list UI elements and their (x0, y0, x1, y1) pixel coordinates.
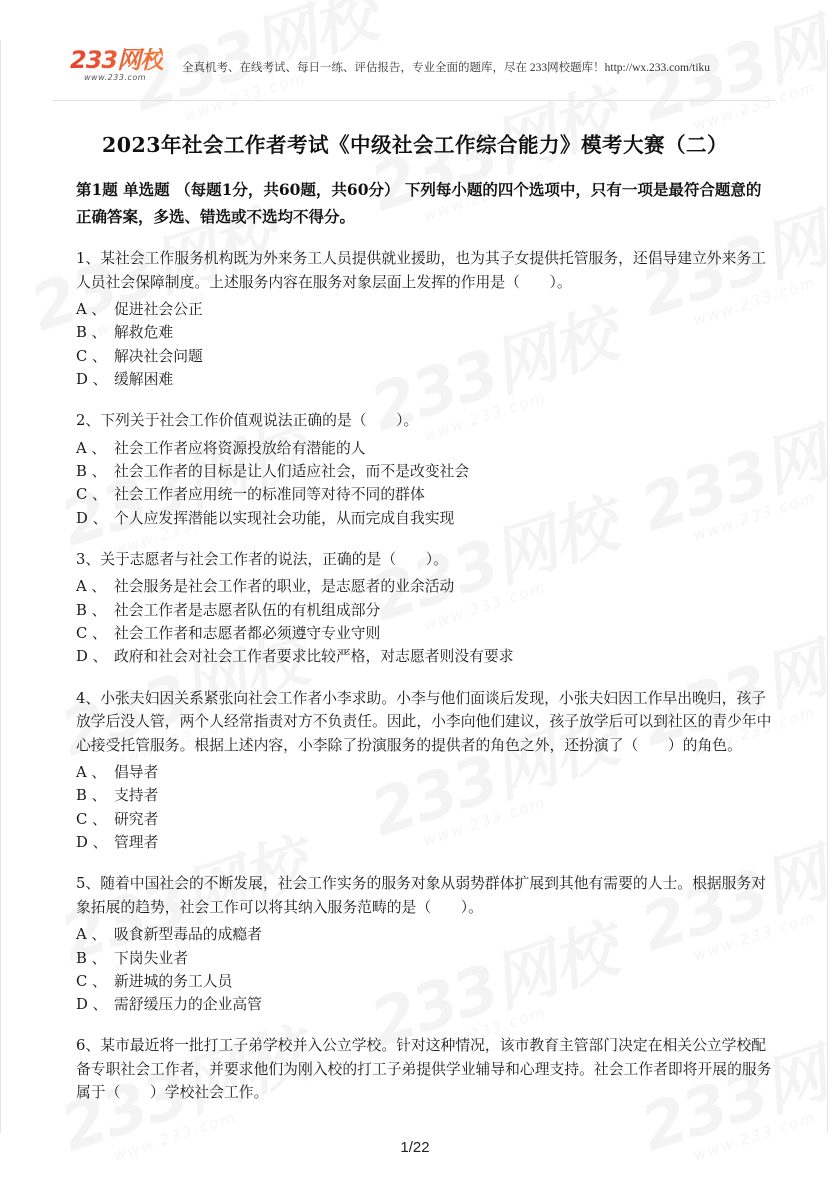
option-key: D 、 (76, 833, 108, 851)
logo-subtext: www.233.com (84, 73, 147, 82)
question-1 (76, 247, 776, 391)
option-key: B 、 (76, 601, 107, 619)
option-list (76, 575, 776, 668)
option-a (76, 923, 776, 946)
option-b (76, 947, 776, 970)
option-list (76, 923, 776, 1016)
option-text: 社会工作者的目标是让人们适应社会，而不是改变社会 (114, 462, 470, 480)
question-3 (76, 548, 776, 669)
option-key: C 、 (76, 972, 107, 990)
page-number: 1/22 (400, 1139, 430, 1156)
option-key: D 、 (76, 509, 108, 527)
option-c (76, 808, 776, 831)
option-b (76, 321, 776, 344)
option-c (76, 970, 776, 993)
option-text: 倡导者 (114, 764, 159, 782)
option-a (76, 575, 776, 598)
option-text: 支持者 (114, 787, 159, 805)
option-text: 解决社会问题 (114, 347, 203, 365)
option-text: 社会工作者和志愿者都必须遵守专业守则 (114, 624, 381, 642)
option-text: 社会工作者应将资源投放给有潜能的人 (114, 439, 366, 457)
option-text: 个人应发挥潜能以实现社会功能，从而完成自我实现 (114, 509, 455, 527)
option-key: A 、 (76, 764, 107, 782)
document-title: 2023年社会工作者考试《中级社会工作综合能力》模考大赛（二） (101, 133, 729, 157)
brand-logo (70, 48, 163, 82)
option-key: B 、 (76, 787, 107, 805)
option-text: 社会工作者应用统一的标准同等对待不同的群体 (114, 486, 425, 504)
option-d (76, 507, 776, 530)
option-text: 缓解困难 (114, 370, 174, 388)
question-4 (76, 687, 776, 855)
option-c (76, 622, 776, 645)
option-text: 促进社会公正 (114, 301, 203, 318)
option-text: 吸食新型毒品的成瘾者 (114, 926, 262, 944)
option-d (76, 993, 776, 1016)
option-list (76, 437, 776, 530)
option-list (76, 298, 776, 391)
option-key: D 、 (76, 996, 108, 1014)
option-a (76, 437, 776, 460)
option-text: 需舒缓压力的企业高管 (114, 996, 262, 1014)
option-c (76, 483, 776, 506)
question-6 (76, 1034, 776, 1105)
option-c (76, 345, 776, 368)
question-2 (76, 409, 776, 530)
option-text: 研究者 (114, 810, 159, 828)
option-key: A 、 (76, 926, 107, 944)
option-text: 解救危难 (114, 324, 174, 342)
option-text: 政府和社会对社会工作者要求比较严格，对志愿者则没有要求 (114, 648, 514, 666)
option-key: C 、 (76, 624, 107, 642)
option-d (76, 645, 776, 668)
question-stem: 1、某社会工作服务机构既为外来务工人员提供就业援助，也为其子女提供托管服务，还倡导建立外来务工人员社会保障制度。上述服务内容在服务对象层面上发挥的作用是（ ）。 (76, 250, 767, 291)
question-stem: 3、关于志愿者与社会工作者的说法，正确的是（ ）。 (76, 550, 448, 568)
option-list (76, 761, 776, 854)
option-key: C 、 (76, 810, 107, 828)
option-key: B 、 (76, 462, 107, 480)
header-slogan: 全真机考、在线考试、每日一练、评估报告，专业全面的题库，尽在 233网校题库！http://wx.233.com/tiku (182, 62, 711, 74)
option-key: B 、 (76, 324, 107, 342)
question-stem: 2、下列关于社会工作价值观说法正确的是（ ）。 (76, 412, 419, 430)
logo-text: 233网校 (70, 46, 164, 74)
option-text: 社会工作者是志愿者队伍的有机组成部分 (114, 601, 381, 619)
question-5 (76, 872, 776, 1016)
option-d (76, 831, 776, 854)
option-key: A 、 (76, 439, 107, 457)
document-body (76, 176, 776, 1123)
option-key: D 、 (76, 648, 108, 666)
section-intro: 第1题 单选题 （每题1分，共60题，共60分） 下列每小题的四个选项中，只有一项是最符合题意的正确答案，多选、错选或不选均不得分。 (76, 180, 762, 226)
option-key: C 、 (76, 486, 107, 504)
option-key: A 、 (76, 301, 107, 318)
header-divider (53, 100, 775, 101)
option-text: 管理者 (114, 833, 159, 851)
option-b (76, 784, 776, 807)
question-stem: 6、某市最近将一批打工子弟学校并入公立学校。针对这种情况，该市教育主管部门决定在相关公立学校配备专职社会工作者，并要求他们为刚入校的打工子弟提供学业辅导和心理支持。社会工作者即将开展的服务属于（ ）学校社会工作。 (76, 1037, 772, 1102)
option-key: C 、 (76, 347, 107, 365)
option-a (76, 761, 776, 784)
option-key: B 、 (76, 949, 107, 967)
option-key: A 、 (76, 578, 107, 596)
page-header (70, 45, 780, 95)
option-b (76, 599, 776, 622)
question-stem: 4、小张夫妇因关系紧张向社会工作者小李求助。小李与他们面谈后发现，小张夫妇因工作早出晚归，孩子放学后没人管，两个人经常指责对方不负责任。因此，小李向他们建议，孩子放学后可以到社区的青少年中心接受托管服务。根据上述内容，小李除了扮演服务的提供者的角色之外，还扮演了（ ）的角色。 (76, 689, 772, 754)
option-b (76, 460, 776, 483)
option-d (76, 368, 776, 391)
option-text: 下岗失业者 (114, 949, 188, 967)
question-stem: 5、随着中国社会的不断发展，社会工作实务的服务对象从弱势群体扩展到其他有需要的人士。根据服务对象拓展的趋势，社会工作可以将其纳入服务范畴的是（ ）。 (76, 875, 767, 916)
option-text: 社会服务是社会工作者的职业，是志愿者的业余活动 (114, 578, 455, 596)
option-text: 新进城的务工人员 (114, 972, 233, 990)
option-a (76, 298, 776, 321)
option-key: D 、 (76, 370, 108, 388)
